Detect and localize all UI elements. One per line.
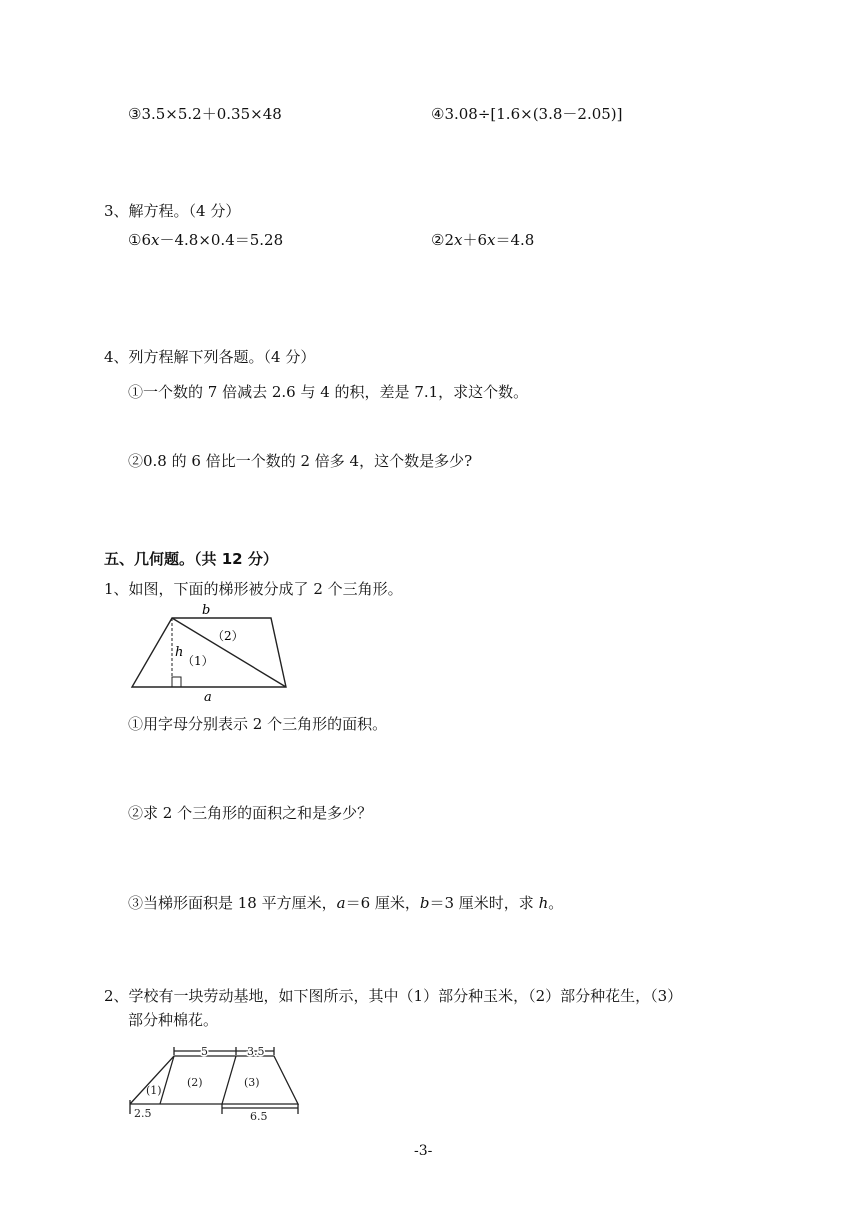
q3-title: 3、解方程。（4 分） [104, 202, 241, 220]
geometry-sub-2: ②求 2 个三角形的面积之和是多少？ [128, 804, 373, 822]
page-number: -3- [414, 1143, 433, 1159]
dim-label-3-5: 3.5 [247, 1045, 265, 1058]
calc-item-3: ③3.5×5.2＋0.35×48 [128, 105, 282, 123]
region-label-3: (3) [244, 1076, 260, 1089]
section-5-heading: 五、几何题。（共 12 分） [104, 550, 278, 568]
label-b: b [202, 603, 211, 618]
label-triangle-1: （1） [182, 654, 214, 668]
dim-label-5: 5 [201, 1045, 208, 1058]
q4-title: 4、列方程解下列各题。（4 分） [104, 348, 316, 366]
label-a: a [204, 690, 212, 705]
geometry-sub-3: ③当梯形面积是 18 平方厘米，a＝6 厘米，b＝3 厘米时，求 h。 [128, 894, 564, 912]
geometry-q1-title: 1、如图，下面的梯形被分成了 2 个三角形。 [104, 580, 403, 598]
trapezoid-outline [132, 618, 286, 687]
region-label-1: (1) [146, 1084, 162, 1097]
q4-problem-2: ②0.8 的 6 倍比一个数的 2 倍多 4，这个数是多少? [128, 452, 473, 470]
right-angle-mark [172, 677, 181, 687]
trapezoid-figure [128, 602, 298, 705]
dim-label-6-5: 6.5 [250, 1110, 268, 1123]
label-h: h [175, 645, 184, 660]
calc-item-4: ④3.08÷[1.6×(3.8－2.05)] [431, 105, 623, 123]
geometry-q2-line-2: 部分种棉花。 [128, 1011, 219, 1029]
geometry-q2-line-1: 2、学校有一块劳动基地，如下图所示，其中（1）部分种玉米，（2）部分种花生，（3） [104, 987, 683, 1005]
region-label-2: (2) [187, 1076, 203, 1089]
dim-label-2-5: 2.5 [134, 1107, 152, 1120]
geometry-sub-1: ①用字母分别表示 2 个三角形的面积。 [128, 715, 388, 733]
land-plot-figure [126, 1040, 306, 1123]
label-triangle-2: （2） [212, 629, 244, 643]
divider-2 [222, 1056, 236, 1104]
equation-2: ②2x＋6x＝4.8 [431, 231, 535, 249]
equation-1: ①6x－4.8×0.4＝5.28 [128, 231, 284, 249]
q4-problem-1: ①一个数的 7 倍减去 2.6 与 4 的积，差是 7.1，求这个数。 [128, 383, 529, 401]
